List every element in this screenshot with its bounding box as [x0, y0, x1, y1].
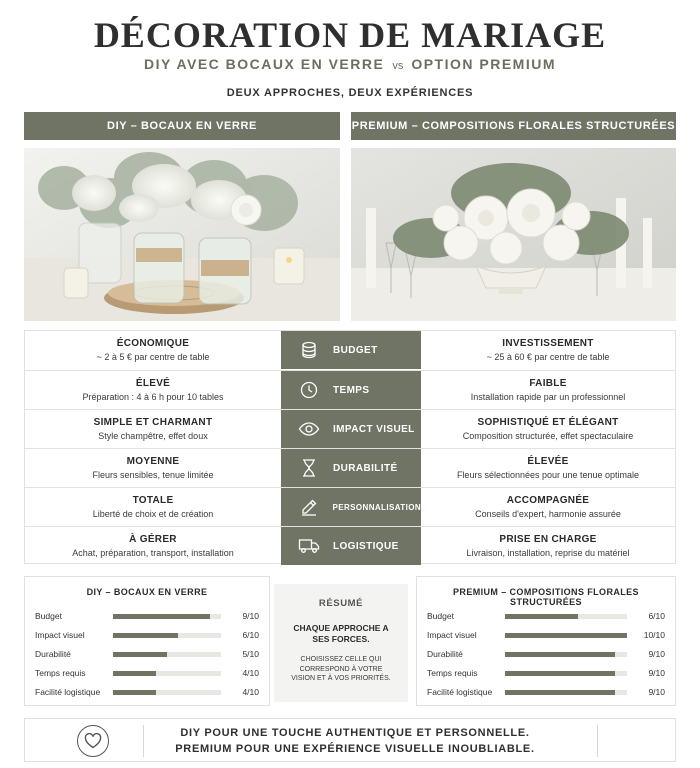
right-heading: SOPHISTIQUÉ ET ÉLÉGANT	[477, 417, 619, 428]
right-detail: Composition structurée, effet spectaculaire	[462, 431, 634, 441]
footer-line-2: PREMIUM POUR UNE EXPÉRIENCE VISUELLE INOUBLIABLE.	[175, 742, 535, 755]
left-detail: Style champêtre, effet doux	[98, 431, 208, 441]
table-row-impact	[25, 409, 675, 448]
left-heading: ÉCONOMIQUE	[116, 338, 190, 349]
score-fill	[113, 614, 210, 619]
table-row-temps	[25, 370, 675, 409]
category-label: BUDGET	[333, 344, 378, 356]
resume-title: RÉSUMÉ	[318, 598, 364, 609]
left-heading: SIMPLE ET CHARMANT	[93, 417, 213, 428]
score-row	[427, 609, 665, 623]
score-track	[505, 671, 627, 676]
score-fill	[505, 671, 615, 676]
truck-icon	[295, 537, 323, 555]
table-row-logistique	[25, 526, 675, 565]
premium-score-panel	[416, 576, 676, 706]
right-heading: INVESTISSEMENT	[502, 338, 594, 349]
score-value: 9/10	[648, 668, 665, 678]
category-logistique	[281, 527, 421, 565]
score-value: 4/10	[242, 687, 259, 697]
premium-arrangement-photo	[351, 148, 676, 321]
category-personnalisation	[281, 488, 421, 526]
score-track	[505, 652, 627, 657]
footer-line-1: DIY POUR UNE TOUCHE AUTHENTIQUE ET PERSONNELLE.	[180, 727, 530, 739]
score-label: Durabilité	[35, 649, 71, 659]
footer-banner	[24, 718, 676, 762]
score-track	[505, 614, 627, 619]
score-value: 9/10	[648, 649, 665, 659]
score-fill	[505, 690, 615, 695]
score-fill	[113, 652, 167, 657]
category-budget	[281, 331, 421, 369]
score-value: 5/10	[242, 649, 259, 659]
score-label: Facilité logistique	[427, 687, 493, 697]
score-value: 6/10	[648, 611, 665, 621]
subtitle-right: OPTION PREMIUM	[411, 56, 556, 72]
left-detail: Préparation : 4 à 6 h pour 10 tables	[82, 392, 224, 402]
score-fill	[113, 633, 178, 638]
diy-jars-photo	[24, 148, 340, 321]
score-panel-title: PREMIUM – COMPOSITIONS FLORALES STRUCTURÉES	[453, 587, 639, 607]
pencil-icon	[295, 497, 323, 517]
score-label: Budget	[35, 611, 62, 621]
category-label: LOGISTIQUE	[333, 540, 399, 552]
table-row-personnalisation	[25, 487, 675, 526]
left-column-header: DIY – BOCAUX EN VERRE	[24, 112, 340, 140]
score-row	[427, 647, 665, 661]
score-track	[113, 671, 221, 676]
table-row-durabilite	[25, 448, 675, 487]
score-row	[35, 609, 259, 623]
category-label: PERSONNALISATION	[332, 502, 421, 512]
score-value: 9/10	[242, 611, 259, 621]
score-label: Temps requis	[35, 668, 86, 678]
right-heading: FAIBLE	[529, 378, 567, 389]
left-heading: ÉLEVÉ	[135, 378, 171, 389]
score-fill	[113, 690, 156, 695]
right-detail: Fleurs sélectionnées pour une tenue optimale	[456, 470, 640, 480]
subtitle-left: DIY AVEC BOCAUX EN VERRE	[143, 56, 385, 72]
right-heading: ÉLEVÉE	[527, 456, 569, 467]
right-detail: Conseils d'expert, harmonie assurée	[475, 509, 621, 519]
score-value: 6/10	[242, 630, 259, 640]
category-label: IMPACT VISUEL	[333, 423, 415, 435]
score-track	[113, 690, 221, 695]
page-title: DÉCORATION DE MARIAGE	[93, 15, 607, 55]
subtitle-vs: vs	[392, 60, 404, 72]
score-track	[113, 652, 221, 657]
eye-icon	[295, 419, 323, 439]
page-subtitle	[0, 56, 700, 72]
score-label: Budget	[427, 611, 454, 621]
right-detail: Livraison, installation, reprise du matériel	[466, 548, 630, 558]
tagline: DEUX APPROCHES, DEUX EXPÉRIENCES	[226, 87, 474, 99]
score-fill	[505, 614, 578, 619]
left-heading: À GÉRER	[129, 534, 177, 545]
left-detail: Fleurs sensibles, tenue limitée	[92, 470, 214, 480]
diy-score-panel	[24, 576, 270, 706]
score-value: 10/10	[643, 630, 665, 640]
left-heading: TOTALE	[132, 495, 174, 506]
score-track	[113, 614, 221, 619]
score-label: Durabilité	[427, 649, 463, 659]
footer-divider	[143, 725, 144, 757]
right-heading: ACCOMPAGNÉE	[506, 495, 590, 506]
score-label: Impact visuel	[35, 630, 85, 640]
score-row	[35, 647, 259, 661]
hourglass-icon	[295, 458, 323, 478]
score-fill	[505, 633, 627, 638]
score-row	[427, 628, 665, 642]
score-row	[427, 685, 665, 699]
category-temps	[281, 371, 421, 409]
score-track	[113, 633, 221, 638]
category-label: DURABILITÉ	[333, 462, 398, 474]
right-heading: PRISE EN CHARGE	[499, 534, 597, 545]
score-value: 4/10	[242, 668, 259, 678]
score-label: Impact visuel	[427, 630, 477, 640]
score-label: Temps requis	[427, 668, 478, 678]
score-fill	[113, 671, 156, 676]
left-detail: Achat, préparation, transport, installation	[72, 548, 234, 558]
footer-text	[145, 726, 565, 758]
category-label: TEMPS	[333, 384, 370, 396]
score-row	[427, 666, 665, 680]
score-fill	[505, 652, 615, 657]
left-detail: Liberté de choix et de création	[92, 509, 214, 519]
category-impact-visuel	[281, 410, 421, 448]
left-detail: ~ 2 à 5 € par centre de table	[96, 352, 210, 362]
score-track	[505, 633, 627, 638]
category-durabilite	[281, 449, 421, 487]
right-detail: Installation rapide par un professionnel	[470, 392, 626, 402]
score-row	[35, 685, 259, 699]
resume-line-2: CHOISISSEZ CELLE QUI CORRESPOND À VOTRE VISION ET À VOS PRIORITÉS.	[291, 656, 391, 682]
footer-divider	[597, 725, 598, 757]
left-heading: MOYENNE	[126, 456, 180, 467]
score-row	[35, 628, 259, 642]
resume-panel	[274, 584, 408, 702]
score-label: Facilité logistique	[35, 687, 101, 697]
comparison-table	[24, 330, 676, 564]
right-column-header: PREMIUM – COMPOSITIONS FLORALES STRUCTURÉES	[351, 112, 676, 140]
resume-line-1: CHAQUE APPROCHE A SES FORCES.	[293, 623, 389, 645]
score-panel-title: DIY – BOCAUX EN VERRE	[86, 587, 208, 597]
score-row	[35, 666, 259, 680]
coins-icon	[295, 340, 323, 360]
score-value: 9/10	[648, 687, 665, 697]
right-detail: ~ 25 à 60 € par centre de table	[486, 352, 610, 362]
score-track	[505, 690, 627, 695]
heart-icon	[77, 725, 109, 757]
table-row-budget	[25, 331, 675, 370]
clock-icon	[295, 380, 323, 400]
